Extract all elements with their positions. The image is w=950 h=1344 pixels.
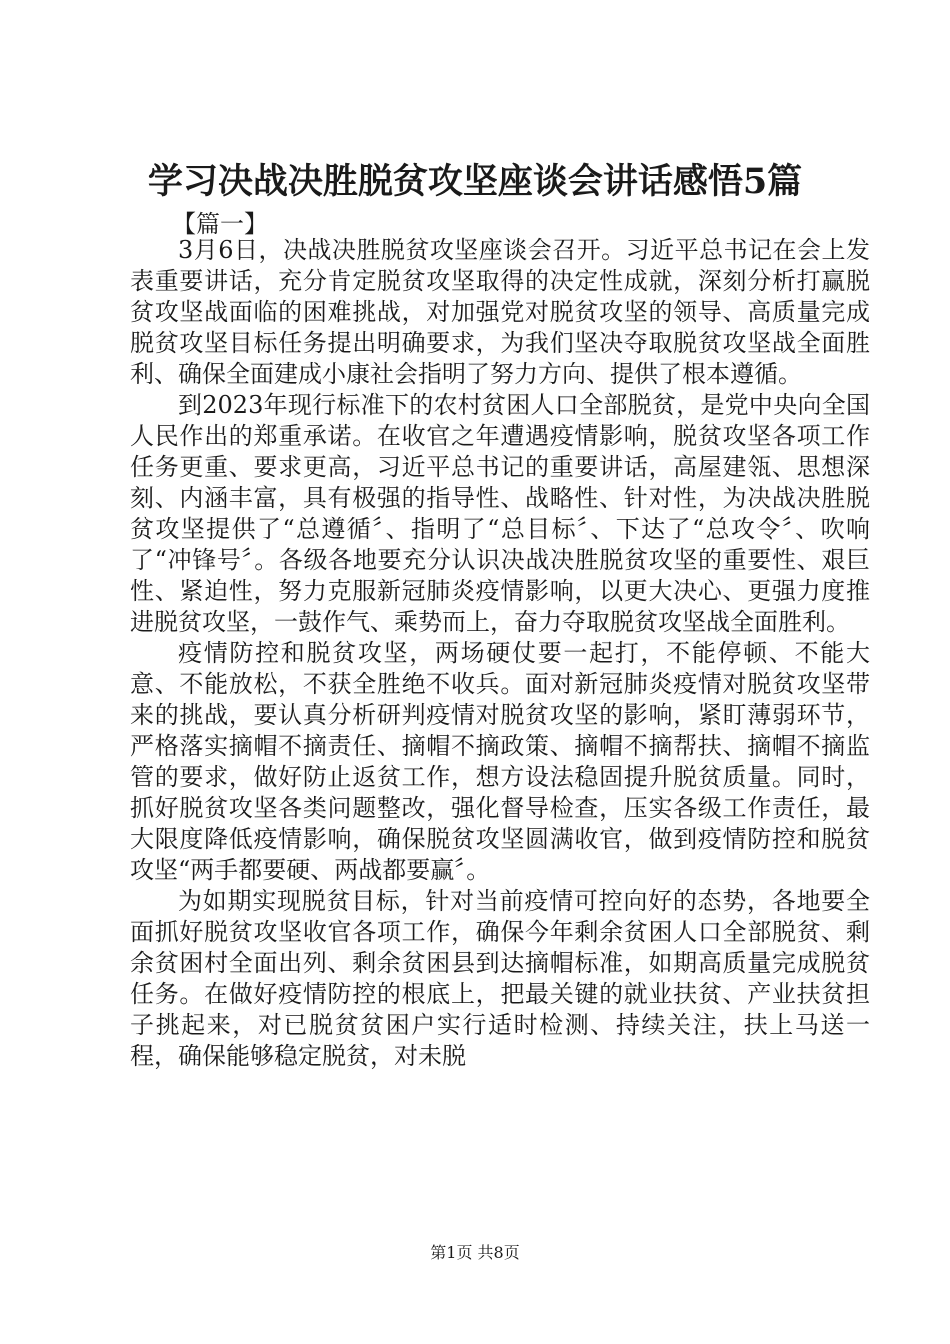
paragraph: 到2023年现行标准下的农村贫困人口全部脱贫，是党中央向全国人民作出的郑重承诺。在收官之年遭遇疫情影响，脱贫攻坚各项工作任务更重、要求更高，习近平总书记的重要讲话，高屋建瓴、思想深刻、内涵丰富，具有极强的指导性、战略性、针对性，为决战决胜脱贫攻坚提供了“总遵循〞、指明了“总目标〞、下达了“总攻令〞、吹响了“冲锋号〞。各级各地要充分认识决战决胜脱贫攻坚的重要性、艰巨性、紧迫性，努力克服新冠肺炎疫情影响，以更大决心、更强力度推进脱贫攻坚，一鼓作气、乘势而上，奋力夺取脱贫攻坚战全面胜利。: [130, 391, 870, 636]
section-label: 【篇一】: [172, 210, 268, 238]
paragraph: 为如期实现脱贫目标，针对当前疫情可控向好的态势，各地要全面抓好脱贫攻坚收官各项工作，确保今年剩余贫困人口全部脱贫、剩余贫困村全面出列、剩余贫困县到达摘帽标准，如期高质量完成脱贫任务。在做好疫情防控的根底上，把最关键的就业扶贫、产业扶贫担子挑起来，对已脱贫贫困户实行适时检测、持续关注，扶上马送一程，确保能够稳定脱贫，对未脱: [130, 887, 870, 1070]
document-body: [130, 235, 870, 1072]
paragraph: 3月6日，决战决胜脱贫攻坚座谈会召开。习近平总书记在会上发表重要讲话，充分肯定脱贫攻坚取得的决定性成就，深刻分析打赢脱贫攻坚战面临的困难挑战，对加强党对脱贫攻坚的领导、高质量完成脱贫攻坚目标任务提出明确要求，为我们坚决夺取脱贫攻坚战全面胜利、确保全面建成小康社会指明了努力方向、提供了根本遵循。: [130, 236, 870, 388]
document-title: 学习决战决胜脱贫攻坚座谈会讲话感悟5篇: [147, 161, 803, 202]
paragraph: 疫情防控和脱贫攻坚，两场硬仗要一起打，不能停顿、不能大意、不能放松，不获全胜绝不收兵。面对新冠肺炎疫情对脱贫攻坚带来的挑战，要认真分析研判疫情对脱贫攻坚的影响，紧盯薄弱环节，严格落实摘帽不摘责任、摘帽不摘政策、摘帽不摘帮扶、摘帽不摘监管的要求，做好防止返贫工作，想方设法稳固提升脱贫质量。同时，抓好脱贫攻坚各类问题整改，强化督导检查，压实各级工作责任，最大限度降低疫情影响，确保脱贫攻坚圆满收官，做到疫情防控和脱贫攻坚“两手都要硬、两战都要赢〞。: [130, 639, 870, 884]
page-footer: 第1页 共8页: [430, 1243, 520, 1262]
